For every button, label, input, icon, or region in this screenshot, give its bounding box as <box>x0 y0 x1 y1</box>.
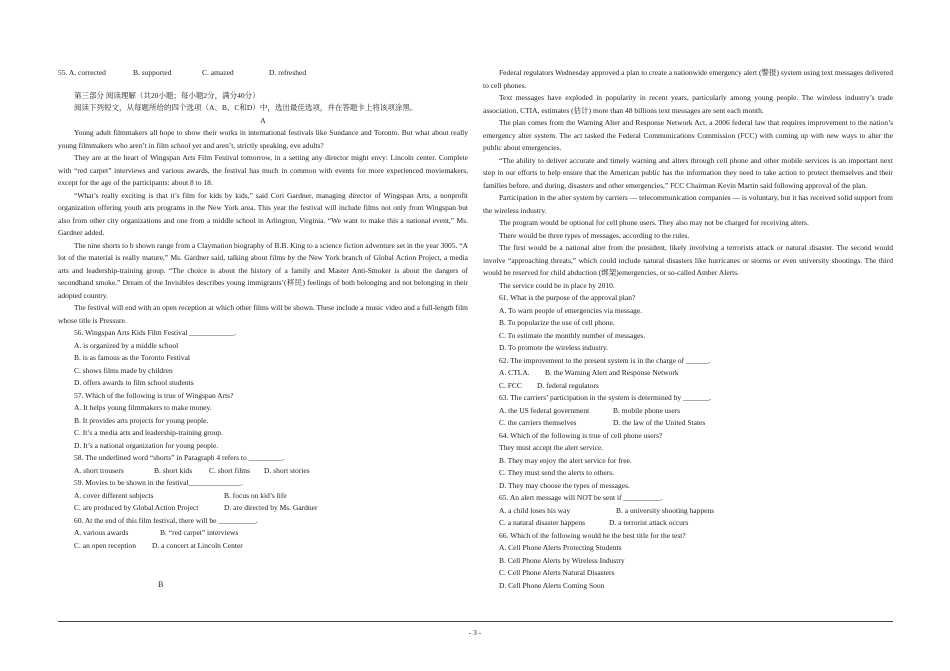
answer-option: C. shows films made by children <box>74 365 173 375</box>
question-58-stem: 58. The underlined word “shorts” in Paragraph 4 refers to _________. <box>74 453 285 462</box>
question-58-options: A. short trousers B. short kids C. short films D. short stories <box>74 465 310 475</box>
question-62-options-ab: A. CTLA. B. the Warning Alert and Response Network <box>499 368 679 377</box>
question-64-stem: 64. Which of the following is true of cell phone users? <box>499 430 663 440</box>
right-column <box>483 67 893 592</box>
answer-option: B. Cell Phone Alerts by Wireless Industry <box>499 555 625 565</box>
question-63-options-ab: A. the US federal government B. mobile phone users <box>499 405 681 415</box>
passage-paragraph: Young adult filmmakers all hope to show their works in international festivals like Sundance and Toronto. But what about really young filmmakers who aren’t in film school yet and aren’t, strictly speaking, eve adults? <box>58 128 468 150</box>
question-62-stem: 62. The improvement to the present system is in the charge of ______. <box>499 355 711 365</box>
passage-a-label: A <box>260 115 266 125</box>
passage-paragraph: The service could be in place by 2010. <box>499 280 615 290</box>
passage-paragraph: There would be three types of messages, according to the rules. <box>499 230 690 240</box>
answer-option: B. To popularize the use of cell phone. <box>499 318 615 327</box>
question-59-options-cd: C. are produced by Global Action Project D. are directed by Ms. Gardner <box>74 503 318 512</box>
section-title: 第三部分 阅读理解（共20小题；每小题2分，满分40分） <box>74 90 260 100</box>
question-57-stem: 57. Which of the following is true of Wingspan Arts? <box>74 390 234 400</box>
question-59-stem: 59. Movies to be shown in the festival______________. <box>74 478 243 487</box>
answer-option: B. They may enjoy the alert service for free. <box>499 455 632 465</box>
answer-option: A. It helps young filmmakers to make money. <box>74 403 212 412</box>
footer-rule <box>58 621 893 622</box>
answer-option: C. To estimate the monthly number of messages. <box>499 330 646 340</box>
answer-option: D. Cell Phone Alerts Coming Soon <box>499 580 605 590</box>
answer-option: B. It provides arts projects for young people. <box>74 415 209 425</box>
question-62-options-cd: C. FCC D. federal regulators <box>499 380 599 390</box>
left-column <box>58 67 468 552</box>
q55-options: 55. A. corrected B. supported C. amazed D. refreshed <box>58 68 307 77</box>
answer-option: D. offers awards to film school students <box>74 378 194 387</box>
question-65-stem: 65. An alert message will NOT be sent if __________. <box>499 493 663 502</box>
answer-option: A. is organized by a middle school <box>74 340 179 350</box>
passage-paragraph: They are at the heart of Wingspan Arts Film Festival tomorrow, in a setting any director might envy: Lincoln center. Complete with “red carpet” interviews and various awards, the festival has much in common with events for more experienced moviemakers, except for the age of the participants: about 8 to 18. <box>58 153 468 187</box>
question-65-options-ab: A. a child loses his way B. a university shooting happens <box>499 505 715 515</box>
section-instructions: 阅读下列短文，从每题所给的四个选项（A、B、C和D）中，选出最佳选项，并在答题卡上将该项涂黑。 <box>74 103 418 112</box>
question-63-stem: 63. The carriers’ participation in the system is determined by _______. <box>499 393 712 402</box>
passage-paragraph: “What’s really exciting is that it’s film for kids by kids,” said Cori Gardner, managing director of Wingspan Arts, a nonprofit organization offering youth arts programs in the New York area. This year the festival will include films not only from Wingspan but also from other city organizations and one from a middle school in Arlington, Virginia. “We want to make this a national event,” Ms. Gardner added. <box>58 190 468 237</box>
answer-option: D. They may choose the types of messages. <box>499 480 630 490</box>
answer-option: A. Cell Phone Alerts Protecting Students <box>499 543 622 552</box>
passage-paragraph: The nine shorts to b shown range from a Claymation biography of B.B. King to a science fiction adventure set in the year 3005. “A lot of the material is really mature,” Ms. Gardner said, talking about films by the New York branch of Global Action Project, a media arts and leadership-training group. “The choice is about the history of a family and Master Anti-Smoker is about the dangers of secondhand smoke.” Dream of the Invisibles describes young immigrants’(移民) feelings of both belonging and not belonging in their adopted country. <box>58 240 468 300</box>
question-60-stem: 60. At the end of this film festival, there will be __________. <box>74 515 258 525</box>
passage-paragraph: Participation in the alter system by carriers — telecommunication companies — is voluntary, but it has received solid support from the wireless industry. <box>483 193 893 215</box>
passage-paragraph: The program would be optional for cell phone users. They also may not be charged for receiving alters. <box>499 218 809 227</box>
question-63-options-cd: C. the carriers themselves D. the law of the United States <box>499 418 706 427</box>
question-65-options-cd: C. a natural disaster happens D. a terrorist attack occurs <box>499 518 689 527</box>
passage-paragraph: The plan comes from the Warning Alter and Response Network Act, a 2006 federal law that requires improvement to the nation’s emergency alter system. The act tasked the Federal Communications Commission (FCC) with coming up with new ways to alter the public about emergencies. <box>483 118 893 152</box>
answer-option: D. It’s a national organization for young people. <box>74 440 219 450</box>
question-60-options-ab: A. various awards B. “red carpet” interviews <box>74 528 239 537</box>
passage-paragraph: The first would be a national alter from the president, likely involving a terrorists attack or natural disaster. The second would involve “approaching threats,” which could include natural disasters like hurricanes or storms or even university shootings. The third would be reserved for child abduction (绑架)emergencies, or so-called Amber Alerts. <box>483 243 893 277</box>
answer-option: C. Cell Phone Alerts Natural Disasters <box>499 568 615 577</box>
answer-option: D. To promote the wireless industry. <box>499 343 609 352</box>
question-59-options-ab: A. cover different subjects B. focus on kid’s life <box>74 490 287 500</box>
question-56-stem: 56. Wingspan Arts Kids Film Festival ____________. <box>74 328 237 337</box>
answer-option: B. is as famous as the Toronto Festival <box>74 353 190 362</box>
answer-option: C. It’s a media arts and leadership-training group. <box>74 428 223 437</box>
passage-paragraph: The festival will end with an open reception at which other films will be shown. These include a music video and a full-length film whose title is Pressure. <box>58 303 468 325</box>
passage-b-label: B <box>158 580 164 589</box>
answer-option: They must accept the alert service. <box>499 443 604 452</box>
passage-paragraph: Federal regulators Wednesday approved a plan to create a nationwide emergency alert (警报) system using text messages delivered to cell phones. <box>483 68 893 90</box>
question-61-stem: 61. What is the purpose of the approval plan? <box>499 293 636 302</box>
page-number: - 3 - <box>468 628 482 637</box>
answer-option: A. To warn people of emergencies via message. <box>499 305 643 315</box>
question-60-options-cd: C. an open reception D. a concert at Lincoln Center <box>74 540 243 550</box>
passage-paragraph: Text messages have exploded in popularity in recent years, particularly among young people. The wireless industry’s trade association, CTIA, estimates (估计) more than 48 billions text messages are sent each month. <box>483 93 893 115</box>
question-66-stem: 66. Which of the following would be the best title for the test? <box>499 530 686 540</box>
passage-paragraph: “The ability to deliver accurate and timely warning and alters through cell phone and other mobile services is an important next step in our efforts to help ensure that the American public has the information they need to take action to protect themselves and their families before, and during, disasters and other emergencies,” FCC Chairman Kevin Martin said following approval of the plan. <box>483 155 893 190</box>
answer-option: C. They must send the alerts to others. <box>499 468 615 477</box>
